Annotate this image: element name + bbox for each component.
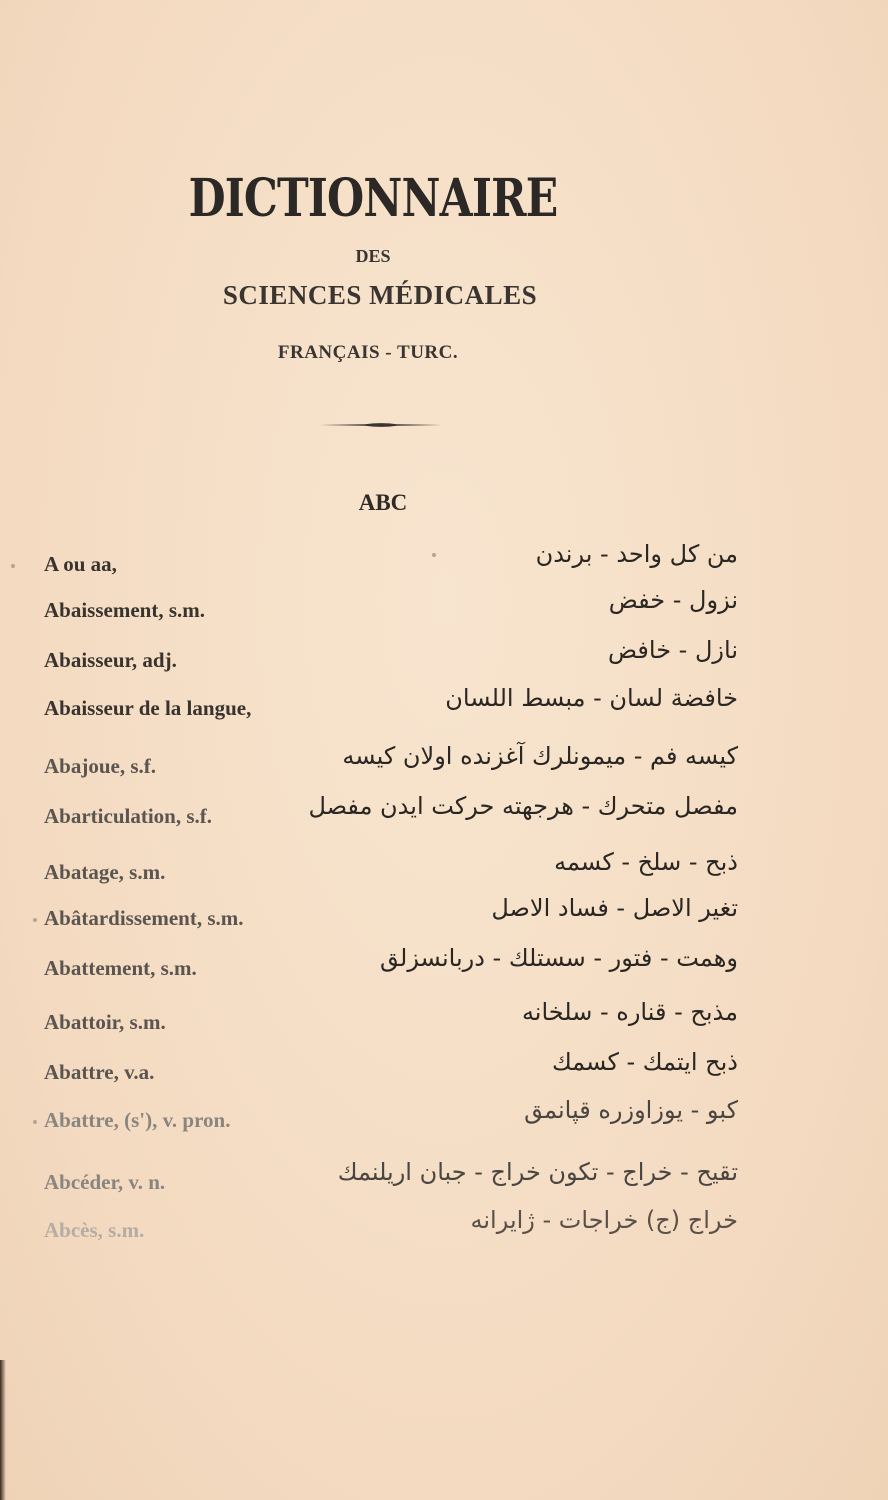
turkish-translation: مذبح - قناره - سلخانه [521,998,738,1026]
french-term: Abcéder, v. n. [44,1170,166,1194]
page-edge-shadow [0,1360,6,1500]
decorative-rule [320,422,442,425]
french-term: Abattement, s.m. [44,956,197,980]
turkish-translation: نازل - خافض [608,636,738,664]
turkish-translation: خافضة لسان - مبسط اللسان [445,684,738,712]
turkish-translation: كبو - يوزاوزره قپانمق [524,1096,738,1124]
french-term: Abatage, s.m. [44,860,166,884]
dictionary-entry [0,540,888,588]
dictionary-entry [0,792,888,840]
turkish-translation: ذبح ايتمك - كسمك [551,1048,738,1076]
french-term: Abâtardissement, s.m. [44,906,244,930]
turkish-translation: كيسه فم - ميمونلرك آغزنده اولان كيسه [342,742,738,770]
turkish-translation: خراج (ج) خراجات - ژايرانه [470,1206,738,1234]
french-term: A ou aa, [44,552,117,576]
french-term: Abcès, s.m. [44,1218,145,1242]
dictionary-title: DICTIONNAIRE [188,168,558,229]
turkish-translation: تقيح - خراج - تكون خراج - جبان اريلنمك [337,1158,738,1186]
french-term: Abaissement, s.m. [44,598,205,622]
margin-speck [11,564,15,568]
dictionary-entry [0,586,888,634]
french-term: Abaisseur de la langue, [44,696,252,720]
dictionary-entry [0,636,888,684]
turkish-translation: نزول - خفض [608,586,738,614]
french-term: Abajoue, s.f. [44,754,157,778]
dictionary-entry [0,998,888,1046]
dictionary-entry [0,1096,888,1144]
dictionary-entry [0,848,888,896]
french-term: Abarticulation, s.f. [44,804,212,828]
dictionary-entry [0,1158,888,1206]
subtitle-sciences-medicales: SCIENCES MÉDICALES [222,280,538,310]
french-term: Abattre, (s'), v. pron. [44,1108,231,1132]
section-heading: ABC [358,490,408,515]
subtitle-des: DES [355,246,391,266]
dictionary-entry [0,944,888,992]
turkish-translation: تغير الاصل - فساد الاصل [491,894,738,922]
languages-line: FRANÇAIS - TURC. [277,342,459,363]
dictionary-entry [0,1206,888,1254]
margin-speck [33,1120,37,1124]
turkish-translation: من كل واحد - برندن [535,540,738,568]
dictionary-entry [0,742,888,790]
turkish-translation: ذبح - سلخ - كسمه [554,848,738,876]
french-term: Abattre, v.a. [44,1060,155,1084]
french-term: Abattoir, s.m. [44,1010,166,1034]
dictionary-entry [0,894,888,942]
dictionary-entry [0,684,888,732]
turkish-translation: وهمت - فتور - سستلك - دربانسزلق [379,944,738,972]
margin-speck [432,553,436,557]
turkish-translation: مفصل متحرك - هرجهته حركت ايدن مفصل [308,792,738,820]
french-term: Abaisseur, adj. [44,648,177,672]
margin-speck [33,918,37,922]
dictionary-entry [0,1048,888,1096]
